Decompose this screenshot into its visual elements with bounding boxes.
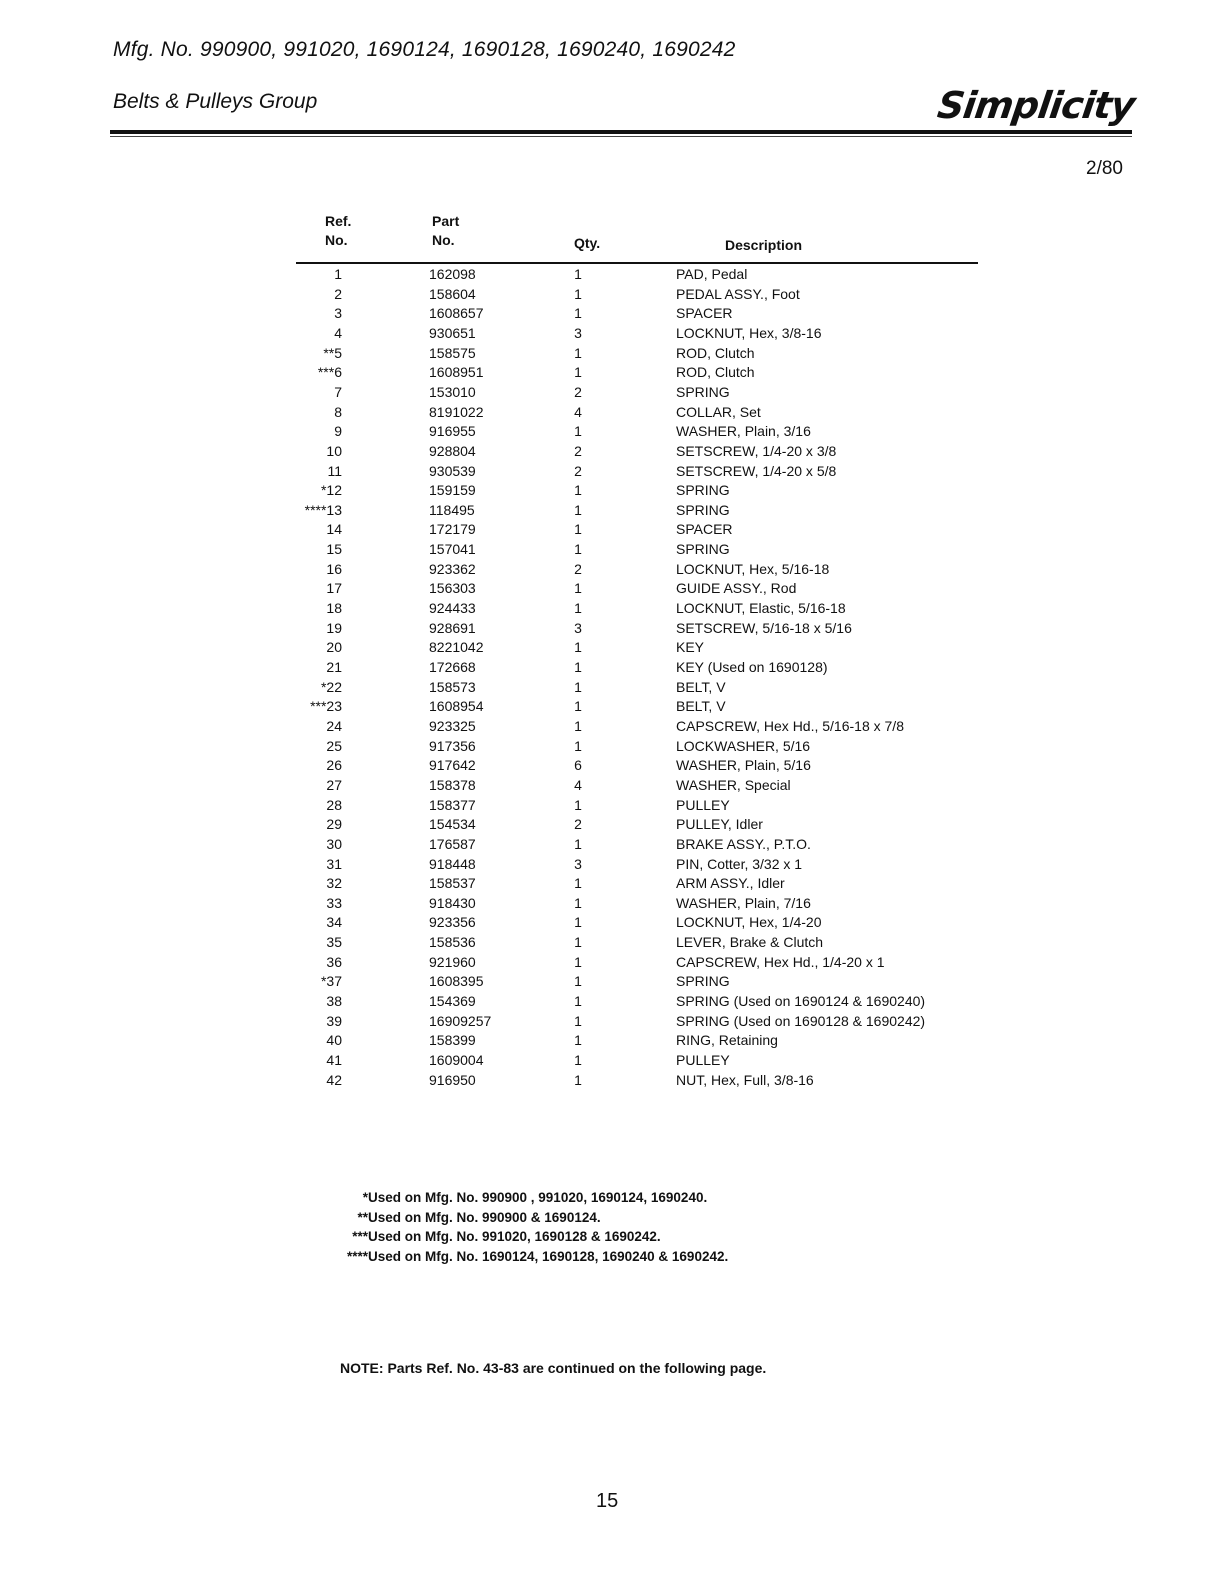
part-no: 930651 bbox=[429, 324, 476, 341]
ref-no: 25 bbox=[326, 737, 342, 754]
ref-no: 14 bbox=[326, 521, 342, 538]
ref-no: 11 bbox=[327, 462, 342, 479]
description: KEY (Used on 1690128) bbox=[676, 659, 828, 675]
qty: 1 bbox=[574, 521, 582, 538]
description: SPRING bbox=[676, 541, 730, 558]
part-no: 158537 bbox=[429, 875, 476, 892]
table-row bbox=[296, 1012, 996, 1032]
qty-header: Qty. bbox=[574, 235, 601, 251]
qty: 3 bbox=[574, 855, 582, 872]
description: NUT, Hex, Full, 3/8-16 bbox=[676, 1071, 814, 1088]
table-row bbox=[296, 383, 996, 403]
ref-no: **5 bbox=[323, 344, 342, 361]
description: BELT, V bbox=[676, 678, 726, 695]
description: CAPSCREW, Hex Hd., 1/4-20 x 1 bbox=[676, 953, 885, 970]
table-row bbox=[296, 324, 996, 344]
description: PULLEY, Idler bbox=[676, 816, 763, 833]
table-row bbox=[296, 579, 996, 599]
part-no: 158604 bbox=[429, 285, 476, 302]
footnote-text: Used on Mfg. No. 990900 , 991020, 1690124, 1690240. bbox=[368, 1190, 708, 1205]
qty: 1 bbox=[574, 993, 582, 1010]
description: BRAKE ASSY., P.T.O. bbox=[676, 835, 811, 852]
footnote-mark: * bbox=[362, 1190, 368, 1205]
table-row bbox=[296, 1031, 996, 1051]
description: LOCKWASHER, 5/16 bbox=[676, 737, 811, 754]
footnote-text: Used on Mfg. No. 1690124, 1690128, 1690240 & 1690242. bbox=[368, 1248, 729, 1264]
ref-no: 26 bbox=[326, 757, 342, 774]
table-row bbox=[296, 442, 996, 462]
part-no: 118495 bbox=[429, 501, 475, 518]
description: SETSCREW, 1/4-20 x 3/8 bbox=[676, 442, 837, 459]
qty: 1 bbox=[574, 835, 582, 852]
ref-no: 3 bbox=[334, 305, 342, 322]
table-row bbox=[296, 481, 996, 501]
table-row bbox=[296, 796, 996, 816]
part-no: 176587 bbox=[429, 835, 476, 852]
part-no: 917642 bbox=[429, 757, 476, 774]
ref-no: 9 bbox=[334, 423, 342, 440]
ref-no: *12 bbox=[320, 482, 342, 499]
description: PULLEY bbox=[676, 796, 730, 813]
description: SPACER bbox=[676, 305, 733, 322]
ref-no: 10 bbox=[326, 442, 342, 459]
part-no: 918448 bbox=[429, 855, 476, 872]
qty: 1 bbox=[574, 285, 582, 302]
footnote bbox=[318, 1227, 838, 1247]
table-header-rule bbox=[296, 262, 978, 264]
description: SETSCREW, 1/4-20 x 5/8 bbox=[676, 462, 837, 479]
qty: 1 bbox=[574, 737, 582, 754]
part-no: 159159 bbox=[429, 482, 476, 499]
part-no: 1608657 bbox=[429, 305, 484, 322]
qty: 2 bbox=[574, 560, 582, 577]
header-rule-thin bbox=[110, 136, 1132, 137]
description: LOCKNUT, Hex, 3/8-16 bbox=[676, 324, 822, 341]
qty: 1 bbox=[574, 305, 582, 322]
ref-no: 1 bbox=[334, 266, 342, 282]
table-row bbox=[296, 737, 996, 757]
qty: 1 bbox=[574, 953, 582, 970]
part-no: 916955 bbox=[429, 423, 476, 440]
qty: 1 bbox=[574, 639, 582, 656]
table-row bbox=[296, 1051, 996, 1071]
qty: 2 bbox=[574, 816, 582, 833]
part-no: 158573 bbox=[429, 678, 476, 695]
ref-no: 19 bbox=[326, 619, 342, 636]
description: LEVER, Brake & Clutch bbox=[676, 934, 824, 951]
ref-no: 41 bbox=[326, 1052, 342, 1068]
table-row bbox=[296, 658, 996, 678]
table-row bbox=[296, 1071, 996, 1091]
ref-no: *37 bbox=[320, 973, 342, 990]
qty: 1 bbox=[574, 580, 582, 597]
part-no: 930539 bbox=[429, 462, 476, 479]
part-no: 928691 bbox=[429, 619, 476, 636]
part-no: 156303 bbox=[429, 580, 476, 597]
qty: 1 bbox=[574, 364, 582, 381]
part-no: 924433 bbox=[429, 600, 476, 617]
description: SPRING bbox=[676, 501, 730, 518]
description: COLLAR, Set bbox=[676, 403, 761, 420]
qty: 3 bbox=[574, 324, 582, 341]
table-row bbox=[296, 285, 996, 305]
part-no: 157041 bbox=[429, 541, 476, 558]
table-row bbox=[296, 835, 996, 855]
description: SPRING bbox=[676, 973, 730, 990]
ref-no: ****13 bbox=[304, 501, 342, 518]
table-row bbox=[296, 501, 996, 521]
qty: 1 bbox=[574, 1071, 582, 1088]
table-row bbox=[296, 756, 996, 776]
mfg-numbers: Mfg. No. 990900, 991020, 1690124, 1690128, 1690240, 1690242 bbox=[113, 38, 736, 61]
qty: 1 bbox=[574, 796, 582, 813]
ref-no: 7 bbox=[334, 383, 342, 400]
qty: 1 bbox=[574, 698, 582, 715]
part-no: 158377 bbox=[429, 796, 476, 813]
table-row bbox=[296, 953, 996, 973]
part-no: 172668 bbox=[429, 659, 476, 675]
table-row bbox=[296, 363, 996, 383]
ref-no: 15 bbox=[326, 541, 342, 558]
qty: 1 bbox=[574, 934, 582, 951]
part-no: 162098 bbox=[429, 266, 476, 282]
description: LOCKNUT, Elastic, 5/16-18 bbox=[676, 600, 846, 617]
ref-no: 29 bbox=[326, 816, 342, 833]
ref-no: 34 bbox=[326, 914, 342, 931]
description: CAPSCREW, Hex Hd., 5/16-18 x 7/8 bbox=[676, 717, 904, 734]
part-no: 1608954 bbox=[429, 698, 484, 715]
part-no: 158399 bbox=[429, 1032, 476, 1049]
table-row bbox=[296, 992, 996, 1012]
qty: 2 bbox=[574, 442, 582, 459]
qty: 1 bbox=[574, 1052, 582, 1068]
ref-no: ***23 bbox=[310, 698, 342, 715]
description: RING, Retaining bbox=[676, 1032, 778, 1049]
table-row bbox=[296, 913, 996, 933]
ref-no: 33 bbox=[326, 894, 342, 911]
description: SPACER bbox=[676, 521, 733, 538]
ref-header-1: Ref. bbox=[325, 213, 352, 229]
description: WASHER, Plain, 7/16 bbox=[676, 894, 811, 911]
ref-no: 35 bbox=[326, 934, 342, 951]
qty: 6 bbox=[574, 757, 582, 774]
ref-no: 18 bbox=[326, 600, 342, 617]
qty: 1 bbox=[574, 914, 582, 931]
ref-no: 27 bbox=[326, 776, 342, 793]
part-no: 158536 bbox=[429, 934, 476, 951]
qty: 3 bbox=[574, 619, 582, 636]
part-no: 1609004 bbox=[429, 1052, 484, 1068]
description: ROD, Clutch bbox=[676, 344, 755, 361]
description: PULLEY bbox=[676, 1052, 730, 1068]
part-no: 917356 bbox=[429, 737, 476, 754]
table-row bbox=[296, 638, 996, 658]
part-no: 923362 bbox=[429, 560, 476, 577]
part-no: 153010 bbox=[429, 383, 476, 400]
ref-no: 4 bbox=[334, 324, 342, 341]
qty: 1 bbox=[574, 717, 582, 734]
table-row bbox=[296, 304, 996, 324]
part-no: 172179 bbox=[429, 521, 476, 538]
part-no: 158575 bbox=[429, 344, 476, 361]
description: ARM ASSY., Idler bbox=[676, 875, 785, 892]
qty: 1 bbox=[574, 266, 582, 282]
part-no: 928804 bbox=[429, 442, 476, 459]
ref-no: 38 bbox=[326, 993, 342, 1010]
footnote-text: Used on Mfg. No. 990900 & 1690124. bbox=[368, 1209, 601, 1225]
part-no: 154369 bbox=[429, 993, 476, 1010]
qty: 1 bbox=[574, 1012, 582, 1029]
table-row bbox=[296, 265, 996, 285]
table-row bbox=[296, 717, 996, 737]
description: GUIDE ASSY., Rod bbox=[676, 580, 797, 597]
table-row bbox=[296, 933, 996, 953]
ref-no: ***6 bbox=[317, 364, 342, 381]
table-row bbox=[296, 540, 996, 560]
table-row bbox=[296, 815, 996, 835]
description: SPRING bbox=[676, 383, 730, 400]
qty: 1 bbox=[574, 875, 582, 892]
qty: 1 bbox=[574, 600, 582, 617]
table-row bbox=[296, 344, 996, 364]
table-row bbox=[296, 874, 996, 894]
footnote bbox=[318, 1208, 838, 1228]
description: LOCKNUT, Hex, 5/16-18 bbox=[676, 560, 830, 577]
part-header-1: Part bbox=[432, 213, 460, 229]
ref-no: 31 bbox=[326, 855, 342, 872]
part-no: 16909257 bbox=[429, 1012, 492, 1029]
part-no: 154534 bbox=[429, 816, 476, 833]
description: WASHER, Plain, 3/16 bbox=[676, 423, 811, 440]
qty: 1 bbox=[574, 344, 582, 361]
header-rule bbox=[110, 130, 1132, 134]
ref-no: 40 bbox=[326, 1032, 342, 1049]
description: SETSCREW, 5/16-18 x 5/16 bbox=[676, 619, 852, 636]
qty: 4 bbox=[574, 403, 582, 420]
part-header-2: No. bbox=[432, 232, 455, 248]
part-no: 158378 bbox=[429, 776, 476, 793]
description: BELT, V bbox=[676, 698, 726, 715]
part-no: 916950 bbox=[429, 1071, 476, 1088]
table-row bbox=[296, 894, 996, 914]
qty: 1 bbox=[574, 973, 582, 990]
description-header: Description bbox=[725, 237, 803, 253]
table-row bbox=[296, 619, 996, 639]
part-no: 921960 bbox=[429, 953, 476, 970]
description: PAD, Pedal bbox=[676, 266, 748, 282]
part-no: 1608395 bbox=[429, 973, 484, 990]
ref-no: *22 bbox=[320, 678, 342, 695]
qty: 1 bbox=[574, 541, 582, 558]
qty: 4 bbox=[574, 776, 582, 793]
table-row bbox=[296, 560, 996, 580]
part-no: 8191022 bbox=[429, 403, 484, 420]
qty: 1 bbox=[574, 482, 582, 499]
qty: 1 bbox=[574, 678, 582, 695]
footnote-mark: *** bbox=[352, 1229, 368, 1244]
qty: 1 bbox=[574, 423, 582, 440]
ref-no: 20 bbox=[326, 639, 342, 656]
table-row bbox=[296, 520, 996, 540]
ref-no: 36 bbox=[326, 953, 342, 970]
ref-no: 42 bbox=[326, 1071, 342, 1088]
qty: 2 bbox=[574, 383, 582, 400]
part-no: 1608951 bbox=[429, 364, 484, 381]
ref-header-2: No. bbox=[325, 232, 348, 248]
description: PEDAL ASSY., Foot bbox=[676, 285, 800, 302]
table-row bbox=[296, 697, 996, 717]
table-row bbox=[296, 403, 996, 423]
ref-no: 24 bbox=[326, 717, 342, 734]
ref-no: 21 bbox=[326, 659, 342, 675]
continuation-note: NOTE: Parts Ref. No. 43-83 are continued on the following page. bbox=[340, 1360, 767, 1376]
part-no: 8221042 bbox=[429, 639, 484, 656]
page-number: 15 bbox=[596, 1490, 619, 1512]
part-no: 923356 bbox=[429, 914, 476, 931]
description: WASHER, Special bbox=[676, 776, 791, 793]
ref-no: 32 bbox=[326, 875, 342, 892]
ref-no: 30 bbox=[326, 835, 342, 852]
qty: 1 bbox=[574, 1032, 582, 1049]
description: WASHER, Plain, 5/16 bbox=[676, 757, 811, 774]
simplicity-logo: Simplicity bbox=[934, 84, 1138, 127]
table-row bbox=[296, 972, 996, 992]
description: LOCKNUT, Hex, 1/4-20 bbox=[676, 914, 822, 931]
ref-no: 17 bbox=[326, 580, 342, 597]
ref-no: 8 bbox=[334, 403, 342, 420]
footnote-mark: **** bbox=[346, 1248, 368, 1264]
group-title: Belts & Pulleys Group bbox=[113, 90, 318, 113]
table-row bbox=[296, 422, 996, 442]
part-no: 923325 bbox=[429, 717, 476, 734]
qty: 1 bbox=[574, 659, 582, 675]
revision-date: 2/80 bbox=[1086, 158, 1123, 179]
footnote bbox=[318, 1247, 838, 1267]
part-no: 918430 bbox=[429, 894, 476, 911]
description: ROD, Clutch bbox=[676, 364, 755, 381]
footnote-mark: ** bbox=[357, 1209, 368, 1225]
qty: 1 bbox=[574, 894, 582, 911]
footnote-text: Used on Mfg. No. 991020, 1690128 & 1690242. bbox=[368, 1229, 661, 1244]
table-row bbox=[296, 776, 996, 796]
description: SPRING (Used on 1690128 & 1690242) bbox=[676, 1012, 926, 1029]
ref-no: 16 bbox=[326, 560, 342, 577]
table-row bbox=[296, 678, 996, 698]
table-row bbox=[296, 462, 996, 482]
description: KEY bbox=[676, 639, 705, 656]
ref-no: 2 bbox=[334, 285, 342, 302]
qty: 1 bbox=[574, 501, 582, 518]
qty: 2 bbox=[574, 462, 582, 479]
footnote bbox=[318, 1188, 838, 1208]
ref-no: 28 bbox=[326, 796, 342, 813]
description: SPRING bbox=[676, 482, 730, 499]
description: SPRING (Used on 1690124 & 1690240) bbox=[676, 993, 926, 1010]
table-row bbox=[296, 855, 996, 875]
ref-no: 39 bbox=[326, 1012, 342, 1029]
description: PIN, Cotter, 3/32 x 1 bbox=[676, 855, 803, 872]
table-row bbox=[296, 599, 996, 619]
